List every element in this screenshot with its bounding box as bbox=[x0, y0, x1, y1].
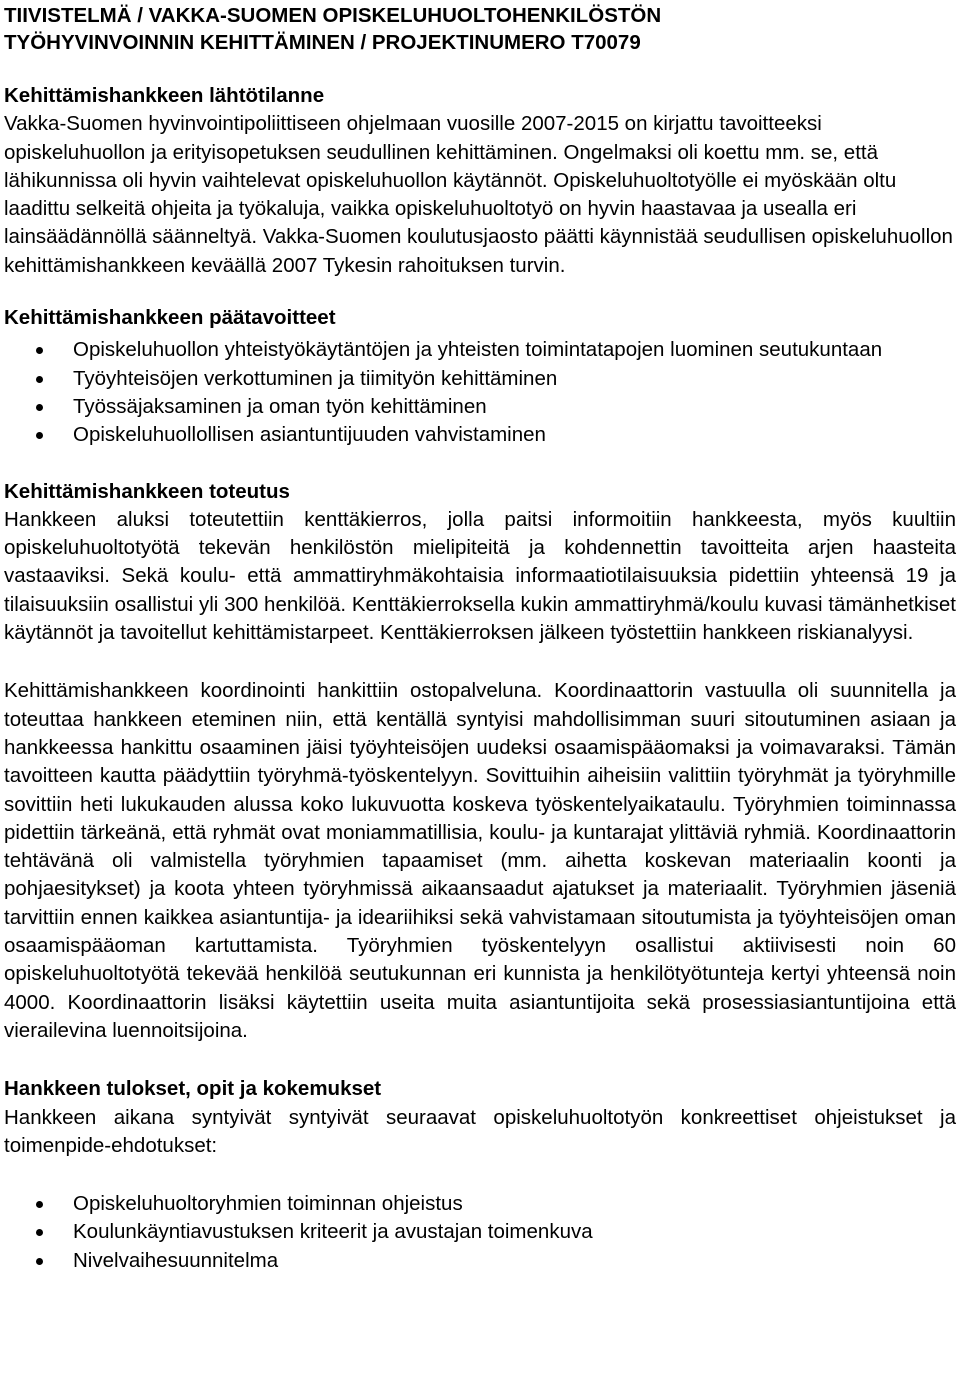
section-heading: Kehittämishankkeen toteutus bbox=[4, 479, 290, 503]
title-line-2: TYÖHYVINVOINNIN KEHITTÄMINEN / PROJEKTINUMERO T70079 bbox=[4, 31, 641, 54]
bullet-icon bbox=[36, 1258, 43, 1265]
bullet-icon bbox=[36, 432, 43, 439]
section-implementation bbox=[4, 478, 956, 1046]
bullet-icon bbox=[36, 376, 43, 383]
list-item: Koulunkäyntiavustuksen kriteerit ja avustajan toimenkuva bbox=[4, 1218, 956, 1246]
section-paragraph: Hankkeen aluksi toteutettiin kenttäkierros, jolla paitsi informoitiin hankkeesta, myös kuultiin opiskeluhuoltotyötä tekevän henkilöstön mielipiteitä ja kohdennettin tavoitteita arjen haasteita vastaaviksi. Sekä koulu- että ammattiryhmäkohtaisia informaatiotilaisuuksia pidettiin yhteensä 19 ja tilaisuuksiin osallistui yli 300 henkilöä. Kenttäkierroksella kukin ammattiryhmä/koulu kuvasi tämänhetkiset käytännöt ja tavoitellut kehittämistarpeet. Kenttäkierroksen jälkeen työstettiin hankkeen riskianalyysi. bbox=[4, 507, 956, 645]
section-paragraph: Hankkeen aikana syntyivät syntyivät seuraavat opiskeluhuoltotyön konkreettiset ohjeistukset ja toimenpide-ehdotukset: bbox=[4, 1105, 956, 1157]
document-title bbox=[4, 2, 956, 56]
bullet-icon bbox=[36, 404, 43, 411]
section-paragraph: Vakka-Suomen hyvinvointipoliittiseen ohjelmaan vuosille 2007-2015 on kirjattu tavoitteeksi opiskeluhuollon ja erityisopetuksen seudullinen kehittäminen. Ongelmaksi oli koettu mm. se, että lähikunnissa oli hyvin vaihtelevat opiskeluhuollon käytännöt. Opiskeluhuoltotyölle ei myöskään oltu laadittu selkeitä ohjeita ja työkaluja, vaikka opiskeluhuoltotyö on hyvin haastavaa ja usealla eri lainsäädännöllä säänneltyä. Vakka-Suomen koulutusjaosto päätti käynnistää seudullisen opiskeluhuollon kehittämishankkeen keväällä 2007 Tykesin rahoituksen turvin. bbox=[4, 112, 953, 277]
section-results bbox=[4, 1075, 956, 1275]
list-item: Opiskeluhuoltoryhmien toiminnan ohjeistus bbox=[4, 1190, 956, 1218]
bullet-icon bbox=[36, 1229, 43, 1236]
list-item: Opiskeluhuollon yhteistyökäytäntöjen ja yhteisten toimintatapojen luominen seutukuntaan bbox=[4, 336, 956, 364]
section-starting-point bbox=[4, 82, 956, 280]
list-item: Opiskeluhuollollisen asiantuntijuuden vahvistaminen bbox=[4, 421, 956, 449]
section-heading: Kehittämishankkeen lähtötilanne bbox=[4, 84, 325, 107]
section-paragraph: Kehittämishankkeen koordinointi hankittiin ostopalveluna. Koordinaattorin vastuulla oli suunnitella ja toteuttaa hankkeen eteminen niin, että kentällä syntyisi mahdollisimman suuri sitoutuminen asiaan ja hankkeessa hankittu osaaminen jäisi työyhteisöjen uudeksi osaamispääomaksi ja voimavaraksi. Tämän tavoitteen kautta päädyttiin työryhmä-työskentelyyn. Sovittuihin aiheisiin valittiin työryhmät ja työryhmille sovittiin heti lukukauden alussa koko lukuvuotta koskeva työskentelyaikataulu. Työryhmien toiminnassa pidettiin tärkeänä, että ryhmät ovat moniammatillisia, koulu- ja kuntarajat ylittäviä ryhmiä. Koordinaattorin tehtävänä oli valmistella työryhmien tapaamiset (mm. aihetta koskevan materiaalin koonti ja pohjaesitykset) ja koota yhteen työryhmissä aikaansaadut ajatukset ja materiaalit. Työryhmien jäseniä tarvittiin ennen kaikkea asiantuntija- ja ideariihiksi sekä vahvistamaan sitoutumista ja työyhteisöjen oman osaamispääoman kartuttamista. Työryhmien työskentelyyn osallistui aktiivisesti noin 60 opiskeluhuoltotyötä tekevää henkilöä seutukunnan eri kunnista ja henkilötyötunteja kertyi yhteensä noin 4000. Koordinaattorin lisäksi käytettiin useita muita asiantuntijoita sekä prosessiasiantuntijoina että vierailevina luennoitsijoina. bbox=[4, 679, 956, 1042]
list-item: Nivelvaihesuunnitelma bbox=[4, 1247, 956, 1275]
list-item: Työssäjaksaminen ja oman työn kehittäminen bbox=[4, 393, 956, 421]
title-line-1: TIIVISTELMÄ / VAKKA-SUOMEN OPISKELUHUOLTOHENKILÖSTÖN bbox=[4, 4, 662, 27]
bullet-icon bbox=[36, 1201, 43, 1208]
section-heading: Kehittämishankkeen päätavoitteet bbox=[4, 306, 336, 330]
bullet-icon bbox=[36, 347, 43, 354]
section-main-goals bbox=[4, 304, 956, 449]
results-list bbox=[4, 1190, 956, 1275]
section-heading: Hankkeen tulokset, opit ja kokemukset bbox=[4, 1077, 382, 1101]
goals-list bbox=[4, 336, 956, 449]
list-item: Työyhteisöjen verkottuminen ja tiimityön kehittäminen bbox=[4, 365, 956, 393]
